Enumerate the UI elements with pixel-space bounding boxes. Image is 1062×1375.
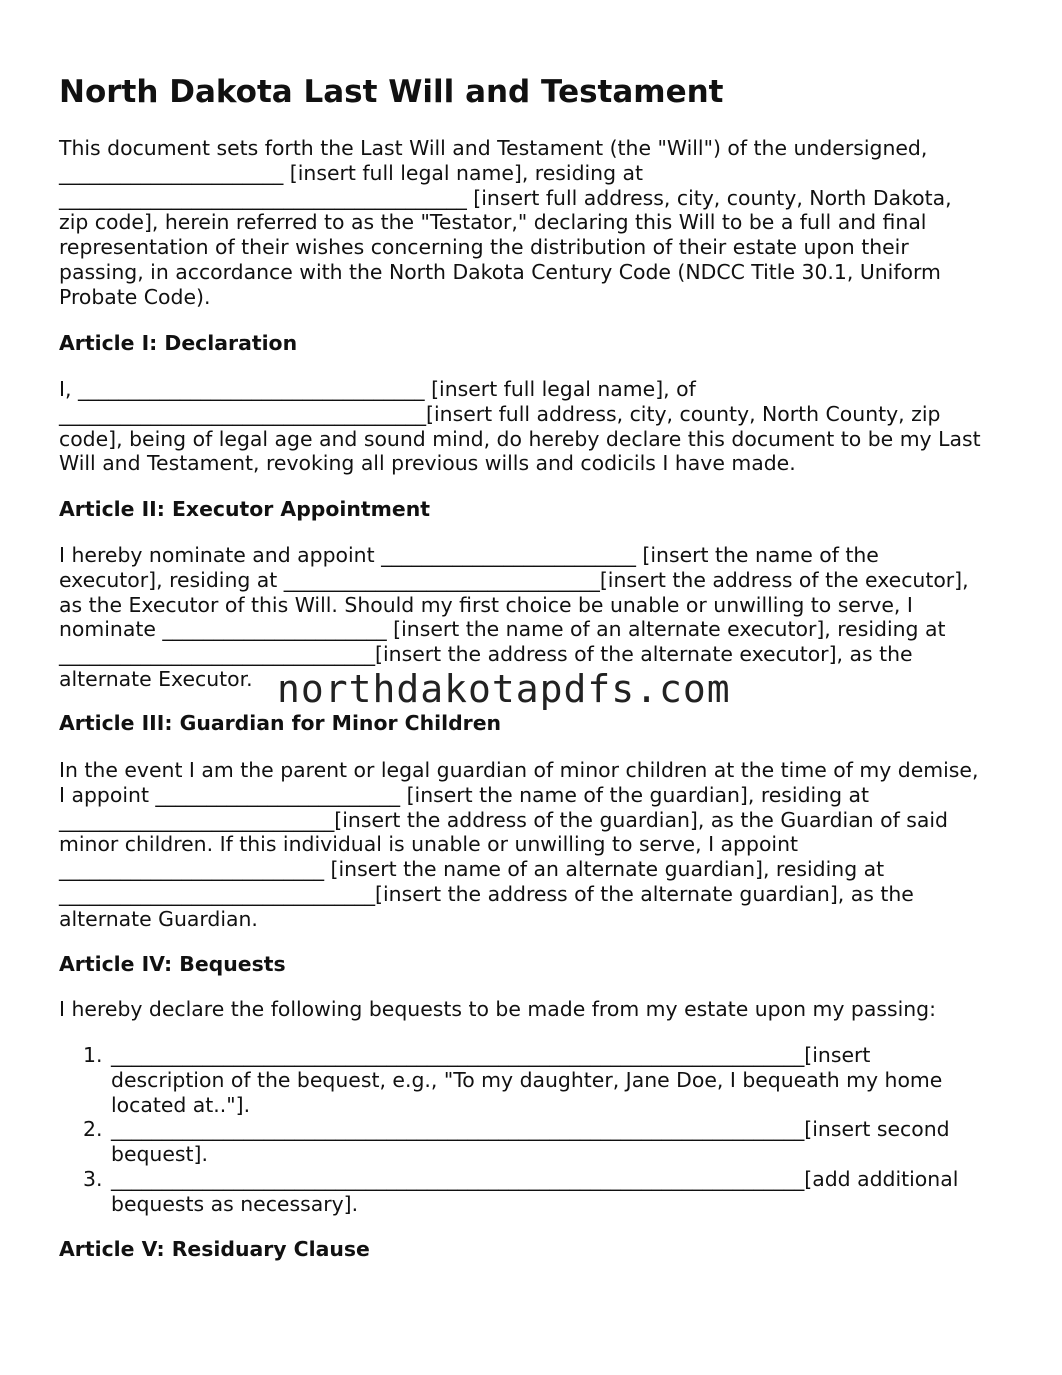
- list-item-line: bequests as necessary].: [111, 1191, 359, 1216]
- list-item: [59, 1167, 958, 1217]
- document-title: North Dakota Last Will and Testament: [59, 74, 724, 110]
- article-1-line: ____________________________________[insert full address, city, county, North County, zip: [59, 401, 941, 426]
- article-3-line: ___________________________[insert the address of the guardian], as the Guardian of said: [59, 807, 948, 832]
- list-item-line: description of the bequest, e.g., "To my daughter, Jane Doe, I bequeath my home: [111, 1067, 943, 1092]
- article-2-line: as the Executor of this Will. Should my first choice be unable or unwilling to serve, I: [59, 592, 913, 617]
- article-3-line: I appoint ________________________ [insert the name of the guardian], residing at: [59, 782, 870, 807]
- article-2-line: alternate Executor.: [59, 666, 253, 691]
- article-1-paragraph: [59, 377, 981, 476]
- article-2-line: I hereby nominate and appoint _________________________ [insert the name of the: [59, 543, 879, 567]
- article-2-line: nominate ______________________ [insert the name of an alternate executor], residing at: [59, 617, 946, 642]
- intro-line: zip code], herein referred to as the "Testator," declaring this Will to be a full and final: [59, 210, 927, 235]
- article-3-line: _______________________________[insert the address of the alternate guardian], as the: [59, 881, 914, 906]
- article-5-heading: Article V: Residuary Clause: [59, 1237, 370, 1261]
- article-1-line: code], being of legal age and sound mind, do hereby declare this document to be my Last: [59, 426, 981, 451]
- intro-line: ________________________________________ [insert full address, city, county, North Dakota,: [59, 185, 952, 210]
- article-2-heading: Article II: Executor Appointment: [59, 497, 431, 521]
- article-3-line: In the event I am the parent or legal guardian of minor children at the time of my demise,: [59, 758, 979, 782]
- list-item-number: 1.: [83, 1043, 103, 1067]
- list-item: [59, 1043, 958, 1117]
- intro-line: passing, in accordance with the North Dakota Century Code (NDCC Title 30.1, Uniform: [59, 259, 941, 284]
- article-3-line: __________________________ [insert the name of an alternate guardian], residing at: [59, 857, 885, 882]
- article-4-heading: Article IV: Bequests: [59, 952, 286, 976]
- intro-paragraph: [59, 136, 952, 310]
- article-3-line: alternate Guardian.: [59, 906, 258, 931]
- article-3-heading: Article III: Guardian for Minor Children: [59, 711, 502, 735]
- intro-line: representation of their wishes concerning the distribution of their estate upon their: [59, 235, 909, 260]
- article-1-line: Will and Testament, revoking all previous wills and codicils I have made.: [59, 451, 796, 476]
- list-item-number: 3.: [83, 1166, 103, 1191]
- article-1-line: I, __________________________________ [insert full legal name], of: [59, 377, 696, 401]
- list-item-line: located at.."].: [111, 1092, 251, 1117]
- bequest-list: [59, 1043, 958, 1217]
- watermark: northdakotapdfs.com: [277, 667, 731, 711]
- list-item-line: ____________________________________________________________________[insert: [111, 1043, 871, 1067]
- article-4-intro: I hereby declare the following bequests to be made from my estate upon my passing:: [59, 997, 936, 1021]
- article-3-paragraph: [59, 758, 978, 932]
- list-item-line: bequest].: [111, 1142, 208, 1167]
- article-3-line: minor children. If this individual is unable or unwilling to serve, I appoint: [59, 832, 799, 857]
- intro-line: ______________________ [insert full legal name], residing at: [59, 160, 644, 185]
- list-item: [59, 1117, 958, 1167]
- article-2-line: _______________________________[insert the address of the alternate executor], as the: [59, 642, 913, 667]
- list-item-line: ____________________________________________________________________[insert second: [111, 1117, 950, 1142]
- article-2-line: executor], residing at _______________________________[insert the address of the executor],: [59, 567, 969, 592]
- list-item-number: 2.: [83, 1117, 103, 1142]
- intro-line: This document sets forth the Last Will and Testament (the "Will") of the undersigned,: [59, 136, 928, 160]
- intro-line: Probate Code).: [59, 284, 211, 309]
- article-1-heading: Article I: Declaration: [59, 331, 298, 355]
- list-item-line: ____________________________________________________________________[add additional: [111, 1166, 959, 1191]
